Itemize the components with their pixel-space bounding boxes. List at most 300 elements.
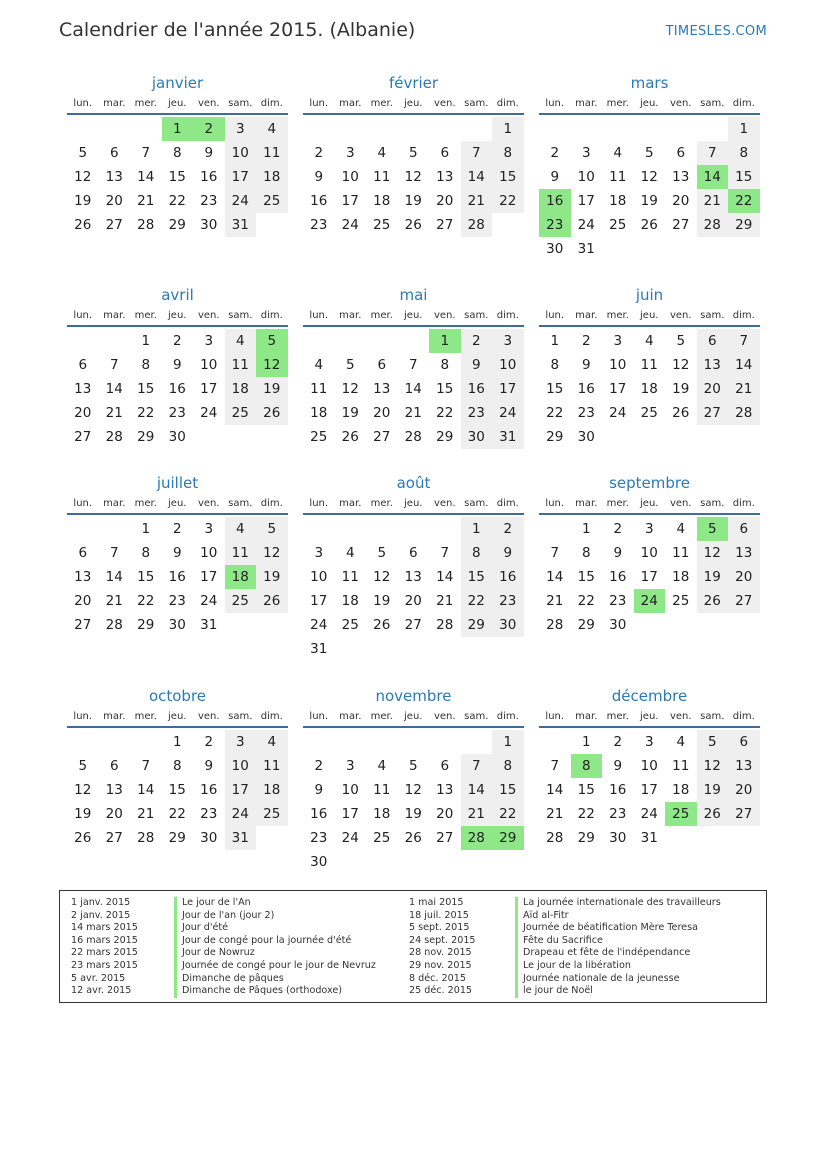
day-cell: 20 — [436, 806, 454, 822]
day-cell: 29 — [436, 429, 454, 445]
day-cell: 12 — [74, 169, 92, 185]
legend-holiday-name: Drapeau et fête de l'indépendance — [515, 947, 721, 960]
day-cell: 10 — [200, 545, 218, 561]
empty-cell — [461, 117, 493, 141]
day-cell: 21 — [105, 405, 123, 421]
day-cell: 17 — [225, 165, 257, 189]
day-cell: 24 — [609, 405, 627, 421]
weekday-header — [303, 309, 524, 327]
weekday-label: mar. — [103, 711, 126, 722]
day-cell: 4 — [256, 117, 288, 141]
day-cell: 29 — [168, 830, 186, 846]
day-cell: 28 — [728, 401, 760, 425]
day-cell: 10 — [577, 169, 595, 185]
day-cell: 24 — [310, 617, 328, 633]
day-cell: 6 — [377, 357, 387, 373]
day-cell: 30 — [200, 830, 218, 846]
day-cell: 17 — [341, 806, 359, 822]
day-cell: 14 — [546, 569, 564, 585]
legend-date: 22 mars 2015 — [71, 947, 138, 959]
day-cell: 9 — [172, 357, 182, 373]
empty-cell — [335, 117, 367, 141]
weekday-header — [67, 710, 288, 728]
day-cell: 8 — [461, 541, 493, 565]
day-cell: 11 — [373, 169, 391, 185]
day-cell: 16 — [168, 569, 186, 585]
day-cell: 23 — [310, 830, 328, 846]
day-cell: 12 — [74, 782, 92, 798]
weekday-label: jeu. — [404, 310, 423, 321]
weekday-label: mar. — [575, 98, 598, 109]
day-cell: 13 — [436, 169, 454, 185]
empty-cell — [429, 117, 461, 141]
weekday-label: lun. — [545, 498, 565, 509]
holiday-day-cell: 24 — [634, 589, 666, 613]
day-cell: 17 — [640, 782, 658, 798]
legend-holiday-name: Journée nationale de la jeunesse — [515, 973, 721, 986]
day-cell: 27 — [105, 830, 123, 846]
day-cell: 27 — [436, 830, 454, 846]
weekday-label: mer. — [370, 498, 393, 509]
empty-cell — [303, 329, 335, 353]
month-1 — [67, 73, 288, 237]
day-cell: 2 — [550, 145, 560, 161]
day-cell: 30 — [310, 854, 328, 870]
legend-date: 1 mai 2015 — [409, 897, 464, 908]
day-cell: 3 — [345, 145, 355, 161]
weekday-label: mar. — [339, 98, 362, 109]
weekday-header — [67, 309, 288, 327]
holiday-day-cell: 25 — [665, 802, 697, 826]
day-cell: 16 — [492, 565, 524, 589]
day-cell: 20 — [105, 193, 123, 209]
day-cell: 24 — [225, 802, 257, 826]
day-cell: 9 — [613, 758, 623, 774]
day-cell: 31 — [492, 425, 524, 449]
empty-cell — [67, 117, 99, 141]
day-cell: 23 — [200, 193, 218, 209]
day-cell: 30 — [168, 617, 186, 633]
holiday-day-cell: 1 — [162, 117, 194, 141]
day-cell: 7 — [461, 754, 493, 778]
day-cell: 1 — [550, 333, 560, 349]
day-cell: 6 — [440, 145, 450, 161]
day-grid — [539, 117, 760, 261]
day-cell: 28 — [404, 429, 422, 445]
weekday-label: mer. — [134, 498, 157, 509]
weekday-label: dim. — [732, 98, 755, 109]
day-cell: 4 — [314, 357, 324, 373]
weekday-label: jeu. — [640, 711, 659, 722]
weekday-label: ven. — [197, 98, 220, 109]
day-cell: 30 — [609, 830, 627, 846]
day-cell: 7 — [697, 141, 729, 165]
day-cell: 9 — [204, 758, 214, 774]
day-cell: 3 — [492, 329, 524, 353]
day-cell: 8 — [492, 141, 524, 165]
day-cell: 25 — [341, 617, 359, 633]
month-6 — [539, 285, 760, 449]
day-cell: 15 — [137, 381, 155, 397]
day-cell: 11 — [310, 381, 328, 397]
day-cell: 6 — [109, 758, 119, 774]
day-cell: 9 — [461, 353, 493, 377]
day-cell: 27 — [105, 217, 123, 233]
legend-date: 12 avr. 2015 — [71, 985, 132, 997]
day-cell: 3 — [204, 333, 214, 349]
day-cell: 12 — [697, 541, 729, 565]
day-cell: 20 — [404, 593, 422, 609]
day-cell: 26 — [74, 830, 92, 846]
day-cell: 21 — [546, 806, 564, 822]
month-title: janvier — [151, 74, 204, 92]
weekday-label: sam. — [464, 98, 489, 109]
empty-cell — [602, 117, 634, 141]
weekday-label: lun. — [309, 498, 329, 509]
legend-date: 2 janv. 2015 — [71, 909, 131, 921]
day-cell: 6 — [440, 758, 450, 774]
holiday-legend — [59, 890, 767, 1003]
weekday-label: lun. — [309, 98, 329, 109]
day-cell: 20 — [672, 193, 690, 209]
day-cell: 7 — [141, 145, 151, 161]
day-cell: 25 — [225, 401, 257, 425]
day-cell: 18 — [672, 569, 690, 585]
day-cell: 18 — [225, 377, 257, 401]
day-cell: 31 — [225, 826, 257, 850]
day-cell: 3 — [613, 333, 623, 349]
day-cell: 9 — [204, 145, 214, 161]
day-cell: 18 — [609, 193, 627, 209]
day-cell: 13 — [74, 381, 92, 397]
day-cell: 14 — [137, 782, 155, 798]
day-cell: 8 — [728, 141, 760, 165]
weekday-label: mer. — [370, 98, 393, 109]
day-cell: 4 — [676, 734, 686, 750]
month-3 — [539, 73, 760, 261]
weekday-label: sam. — [228, 711, 253, 722]
day-cell: 8 — [550, 357, 560, 373]
day-cell: 1 — [461, 517, 493, 541]
month-title: mai — [399, 286, 428, 304]
weekday-label: ven. — [669, 711, 692, 722]
day-cell: 7 — [461, 141, 493, 165]
month-title: février — [388, 74, 439, 92]
day-cell: 1 — [581, 521, 591, 537]
day-cell: 19 — [256, 377, 288, 401]
day-cell: 29 — [728, 213, 760, 237]
legend-left-dates — [71, 897, 138, 998]
day-cell: 2 — [613, 734, 623, 750]
day-cell: 7 — [550, 545, 560, 561]
legend-holiday-name: Le jour de la libération — [515, 960, 721, 973]
day-cell: 4 — [377, 758, 387, 774]
day-cell: 10 — [341, 782, 359, 798]
legend-holiday-name: Jour de l'an (jour 2) — [174, 910, 376, 923]
month-title: septembre — [609, 474, 690, 492]
day-cell: 28 — [436, 617, 454, 633]
weekday-label: sam. — [464, 498, 489, 509]
day-cell: 23 — [200, 806, 218, 822]
day-cell: 30 — [461, 425, 493, 449]
weekday-label: dim. — [732, 498, 755, 509]
day-cell: 31 — [200, 617, 218, 633]
legend-holiday-name: Dimanche de pâques — [174, 973, 376, 986]
weekday-label: ven. — [433, 310, 456, 321]
weekday-label: jeu. — [168, 98, 187, 109]
day-cell: 10 — [200, 357, 218, 373]
day-cell: 30 — [168, 429, 186, 445]
legend-date: 18 juil. 2015 — [409, 909, 469, 921]
day-cell: 28 — [461, 213, 493, 237]
day-cell: 6 — [676, 145, 686, 161]
day-cell: 17 — [225, 778, 257, 802]
empty-cell — [366, 517, 398, 541]
month-4 — [67, 285, 288, 449]
legend-holiday-name: La journée internationale des travailleurs — [515, 897, 721, 910]
day-cell: 11 — [672, 545, 690, 561]
weekday-label: dim. — [732, 711, 755, 722]
day-cell: 14 — [436, 569, 454, 585]
day-cell: 31 — [310, 641, 328, 657]
weekday-label: mar. — [103, 310, 126, 321]
day-cell: 2 — [581, 333, 591, 349]
day-cell: 2 — [204, 734, 214, 750]
day-cell: 14 — [728, 353, 760, 377]
day-cell: 30 — [609, 617, 627, 633]
day-cell: 11 — [256, 141, 288, 165]
day-cell: 21 — [137, 806, 155, 822]
weekday-label: sam. — [228, 310, 253, 321]
day-cell: 26 — [74, 217, 92, 233]
empty-cell — [303, 730, 335, 754]
weekday-label: mar. — [103, 498, 126, 509]
weekday-label: ven. — [433, 98, 456, 109]
empty-cell — [130, 117, 162, 141]
day-cell: 20 — [728, 778, 760, 802]
day-cell: 10 — [492, 353, 524, 377]
weekday-label: sam. — [464, 310, 489, 321]
empty-cell — [303, 517, 335, 541]
day-cell: 26 — [373, 617, 391, 633]
empty-cell — [697, 117, 729, 141]
day-grid — [303, 117, 524, 237]
legend-date: 28 nov. 2015 — [409, 947, 472, 959]
day-cell: 11 — [672, 758, 690, 774]
weekday-label: jeu. — [168, 711, 187, 722]
empty-cell — [429, 730, 461, 754]
day-cell: 13 — [105, 782, 123, 798]
empty-cell — [303, 117, 335, 141]
day-cell: 13 — [672, 169, 690, 185]
holiday-day-cell: 8 — [571, 754, 603, 778]
day-cell: 29 — [168, 217, 186, 233]
legend-holiday-name: Journée de béatification Mère Teresa — [515, 922, 721, 935]
weekday-label: sam. — [228, 498, 253, 509]
day-cell: 2 — [314, 145, 324, 161]
empty-cell — [571, 117, 603, 141]
legend-date: 29 nov. 2015 — [409, 959, 472, 971]
empty-cell — [99, 730, 131, 754]
legend-date: 24 sept. 2015 — [409, 934, 476, 946]
day-cell: 2 — [461, 329, 493, 353]
holiday-day-cell: 22 — [728, 189, 760, 213]
day-cell: 5 — [377, 545, 387, 561]
holiday-day-cell: 5 — [697, 517, 729, 541]
legend-holiday-name: Fête du Sacrifice — [515, 935, 721, 948]
legend-date: 8 déc. 2015 — [409, 972, 466, 984]
day-cell: 23 — [609, 806, 627, 822]
empty-cell — [398, 329, 430, 353]
empty-cell — [539, 730, 571, 754]
weekday-label: lun. — [545, 711, 565, 722]
day-cell: 11 — [609, 169, 627, 185]
day-cell: 24 — [577, 217, 595, 233]
day-cell: 30 — [200, 217, 218, 233]
day-cell: 20 — [697, 377, 729, 401]
day-grid — [303, 329, 524, 449]
weekday-label: mer. — [134, 98, 157, 109]
day-cell: 12 — [404, 782, 422, 798]
day-cell: 16 — [609, 569, 627, 585]
day-cell: 26 — [672, 405, 690, 421]
empty-cell — [398, 117, 430, 141]
day-cell: 5 — [644, 145, 654, 161]
day-cell: 28 — [105, 429, 123, 445]
day-cell: 10 — [225, 754, 257, 778]
day-cell: 28 — [697, 213, 729, 237]
day-cell: 18 — [341, 593, 359, 609]
day-cell: 5 — [256, 517, 288, 541]
day-cell: 11 — [640, 357, 658, 373]
weekday-label: jeu. — [640, 98, 659, 109]
legend-right-names — [515, 897, 721, 998]
day-cell: 27 — [74, 429, 92, 445]
day-cell: 11 — [373, 782, 391, 798]
day-cell: 9 — [550, 169, 560, 185]
day-cell: 12 — [404, 169, 422, 185]
day-grid — [539, 329, 760, 449]
day-cell: 3 — [314, 545, 324, 561]
empty-cell — [99, 117, 131, 141]
day-cell: 17 — [609, 381, 627, 397]
weekday-label: ven. — [197, 711, 220, 722]
day-cell: 20 — [728, 565, 760, 589]
day-grid — [303, 730, 524, 874]
weekday-label: mer. — [606, 711, 629, 722]
day-cell: 12 — [341, 381, 359, 397]
day-cell: 10 — [609, 357, 627, 373]
weekday-label: lun. — [545, 310, 565, 321]
day-cell: 20 — [74, 405, 92, 421]
day-cell: 14 — [461, 165, 493, 189]
day-grid — [67, 117, 288, 237]
day-grid — [539, 730, 760, 850]
day-cell: 22 — [461, 589, 493, 613]
day-cell: 29 — [577, 830, 595, 846]
day-cell: 21 — [137, 193, 155, 209]
day-cell: 23 — [609, 593, 627, 609]
brand-link[interactable]: TIMESLES.COM — [665, 24, 767, 39]
day-cell: 15 — [492, 165, 524, 189]
empty-cell — [67, 730, 99, 754]
weekday-label: sam. — [464, 711, 489, 722]
weekday-label: lun. — [545, 98, 565, 109]
day-cell: 14 — [404, 381, 422, 397]
day-cell: 24 — [341, 217, 359, 233]
day-cell: 12 — [640, 169, 658, 185]
day-cell: 24 — [200, 405, 218, 421]
day-cell: 2 — [314, 758, 324, 774]
day-cell: 20 — [373, 405, 391, 421]
weekday-label: mar. — [339, 310, 362, 321]
day-cell: 7 — [440, 545, 450, 561]
day-cell: 22 — [436, 405, 454, 421]
weekday-label: lun. — [309, 310, 329, 321]
day-cell: 19 — [697, 778, 729, 802]
weekday-header — [539, 710, 760, 728]
day-cell: 5 — [78, 758, 88, 774]
month-title: juillet — [156, 474, 199, 492]
day-cell: 20 — [436, 193, 454, 209]
legend-date: 5 sept. 2015 — [409, 922, 470, 934]
weekday-label: mar. — [575, 711, 598, 722]
day-cell: 26 — [256, 589, 288, 613]
month-2 — [303, 73, 524, 237]
day-cell: 19 — [373, 593, 391, 609]
day-cell: 17 — [492, 377, 524, 401]
weekday-label: mar. — [575, 498, 598, 509]
day-cell: 8 — [172, 758, 182, 774]
weekday-label: mer. — [134, 711, 157, 722]
day-cell: 22 — [168, 806, 186, 822]
empty-cell — [665, 117, 697, 141]
legend-holiday-name: Le jour de l'An — [174, 897, 376, 910]
holiday-day-cell: 12 — [256, 353, 288, 377]
day-cell: 10 — [310, 569, 328, 585]
month-title: avril — [161, 286, 194, 304]
legend-holiday-name: Jour de congé pour la journée d'été — [174, 935, 376, 948]
empty-cell — [539, 117, 571, 141]
day-cell: 5 — [78, 145, 88, 161]
weekday-label: jeu. — [640, 310, 659, 321]
day-cell: 8 — [492, 754, 524, 778]
month-5 — [303, 285, 524, 449]
day-cell: 10 — [640, 545, 658, 561]
weekday-label: sam. — [700, 310, 725, 321]
day-cell: 28 — [546, 830, 564, 846]
day-cell: 25 — [310, 429, 328, 445]
day-cell: 9 — [492, 541, 524, 565]
holiday-day-cell: 18 — [225, 565, 257, 589]
weekday-header — [303, 497, 524, 515]
day-cell: 30 — [546, 241, 564, 257]
day-cell: 14 — [105, 381, 123, 397]
day-cell: 22 — [137, 593, 155, 609]
month-title: octobre — [148, 687, 207, 705]
day-cell: 14 — [105, 569, 123, 585]
day-cell: 12 — [373, 569, 391, 585]
weekday-label: jeu. — [168, 310, 187, 321]
empty-cell — [461, 730, 493, 754]
day-cell: 25 — [256, 802, 288, 826]
day-grid — [67, 329, 288, 449]
day-cell: 4 — [345, 545, 355, 561]
day-cell: 17 — [341, 193, 359, 209]
day-cell: 3 — [225, 117, 257, 141]
day-cell: 8 — [141, 357, 151, 373]
day-cell: 13 — [697, 353, 729, 377]
